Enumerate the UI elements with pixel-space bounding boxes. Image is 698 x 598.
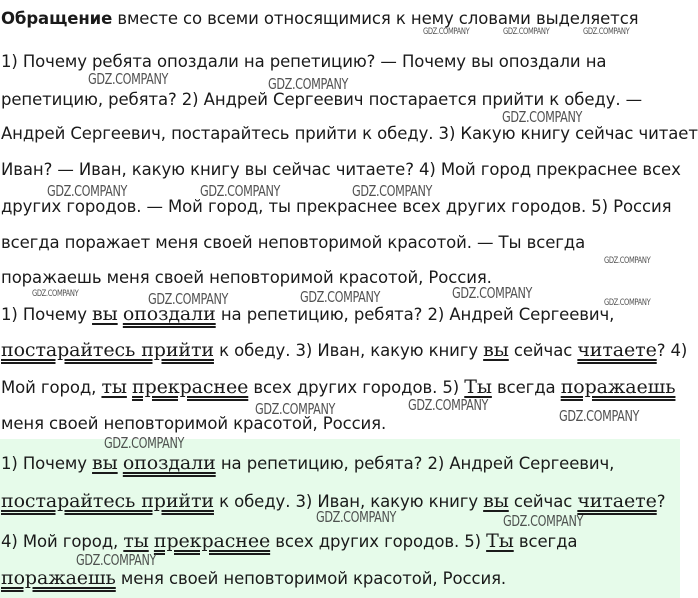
text-segment: всех других городов. 5) bbox=[248, 378, 465, 397]
predicate-word: читаете bbox=[577, 490, 657, 512]
para1-line: репетицию, ребята? 2) Андрей Сергеевич постарается прийти к обеду. — bbox=[1, 90, 643, 109]
watermark: GDZ.COMPANY bbox=[148, 290, 229, 308]
text-segment: к обеду. 3) Иван, какую книгу bbox=[213, 492, 484, 511]
para1-line: других городов. — Мой город, ты прекраснее всех других городов. 5) Россия bbox=[1, 197, 672, 216]
text-segment: всех других городов. 5) bbox=[270, 532, 487, 551]
watermark: GDZ.COMPANY bbox=[316, 508, 397, 526]
watermark: GDZ.COMPANY bbox=[408, 396, 489, 414]
predicate-word: постарайтесь прийти bbox=[1, 490, 214, 512]
predicate-word: поражаешь bbox=[560, 376, 676, 398]
predicate-word: поражаешь bbox=[1, 567, 116, 589]
text-segment: Мой город, bbox=[1, 378, 102, 397]
para3-line bbox=[1, 530, 577, 552]
text-segment: 1) Почему bbox=[1, 454, 93, 473]
text-segment: 4) Мой город, bbox=[1, 532, 124, 551]
para3-line bbox=[1, 452, 614, 474]
text-segment: сейчас bbox=[508, 341, 578, 360]
rule-text: вместе со всеми относящимися к нему словами выделяется bbox=[112, 9, 639, 28]
text-segment: всегда bbox=[513, 532, 578, 551]
text-segment: на репетицию, ребята? 2) Андрей Сергеевич, bbox=[215, 454, 615, 473]
para2-line bbox=[1, 339, 687, 361]
para2-line bbox=[1, 303, 614, 325]
watermark: GDZ.COMPANY bbox=[502, 108, 583, 126]
watermark: GDZ.COMPANY bbox=[583, 27, 630, 37]
predicate-word: прекраснее bbox=[153, 530, 271, 552]
subject-word: вы bbox=[92, 452, 118, 474]
para1-line: поражаешь меня своей неповторимой красотой, Россия. bbox=[1, 268, 492, 287]
watermark: GDZ.COMPANY bbox=[76, 551, 157, 569]
text-segment: 1) Почему bbox=[1, 305, 93, 324]
watermark: GDZ.COMPANY bbox=[47, 182, 128, 200]
para1-line: Андрей Сергеевич, постарайтесь прийти к обеду. 3) Какую книгу сейчас читает bbox=[1, 124, 698, 143]
watermark: GDZ.COMPANY bbox=[423, 27, 470, 37]
watermark: GDZ.COMPANY bbox=[559, 407, 640, 425]
subject-word: ты bbox=[101, 376, 127, 398]
subject-word: Ты bbox=[486, 530, 514, 552]
watermark: GDZ.COMPANY bbox=[88, 70, 169, 88]
watermark: GDZ.COMPANY bbox=[300, 288, 381, 306]
para3-line bbox=[1, 567, 506, 589]
watermark: GDZ.COMPANY bbox=[268, 75, 349, 93]
text-segment: ? 4) bbox=[656, 341, 688, 360]
para1-line: 1) Почему ребята опоздали на репетицию? — Почему вы опоздали на bbox=[1, 52, 607, 71]
text-segment: меня своей неповторимой красотой, Россия. bbox=[115, 569, 507, 588]
subject-word: Ты bbox=[464, 376, 492, 398]
para1-line: Иван? — Иван, какую книгу вы сейчас читаете? 4) Мой город прекраснее всех bbox=[1, 160, 681, 179]
predicate-word: читаете bbox=[577, 339, 657, 361]
subject-word: вы bbox=[92, 303, 118, 325]
text-segment: всегда bbox=[491, 378, 561, 397]
watermark: GDZ.COMPANY bbox=[604, 298, 651, 308]
rule-statement bbox=[1, 9, 639, 28]
watermark: GDZ.COMPANY bbox=[503, 512, 584, 530]
para2-line bbox=[1, 376, 675, 398]
watermark: GDZ.COMPANY bbox=[255, 400, 336, 418]
para2-line: меня своей неповторимой красотой, Россия. bbox=[1, 414, 387, 433]
predicate-word: опоздали bbox=[122, 303, 216, 325]
predicate-word: прекраснее bbox=[132, 376, 249, 398]
watermark: GDZ.COMPANY bbox=[32, 289, 79, 299]
predicate-word: постарайтесь прийти bbox=[1, 339, 214, 361]
predicate-word: опоздали bbox=[122, 452, 216, 474]
subject-word: вы bbox=[483, 490, 509, 512]
text-segment: сейчас bbox=[508, 492, 578, 511]
watermark: GDZ.COMPANY bbox=[503, 27, 550, 37]
subject-word: вы bbox=[483, 339, 509, 361]
watermark: GDZ.COMPANY bbox=[452, 284, 533, 302]
text-segment: к обеду. 3) Иван, какую книгу bbox=[213, 341, 484, 360]
watermark: GDZ.COMPANY bbox=[200, 182, 281, 200]
para1-line: всегда поражает меня своей неповторимой красотой. — Ты всегда bbox=[1, 233, 586, 252]
text-segment: на репетицию, ребята? 2) Андрей Сергеевич, bbox=[215, 305, 615, 324]
watermark: GDZ.COMPANY bbox=[104, 434, 185, 452]
watermark: GDZ.COMPANY bbox=[604, 256, 651, 266]
subject-word: ты bbox=[123, 530, 149, 552]
watermark: GDZ.COMPANY bbox=[352, 182, 433, 200]
rule-term: Обращение bbox=[1, 9, 113, 28]
text-segment: ? bbox=[656, 492, 666, 511]
